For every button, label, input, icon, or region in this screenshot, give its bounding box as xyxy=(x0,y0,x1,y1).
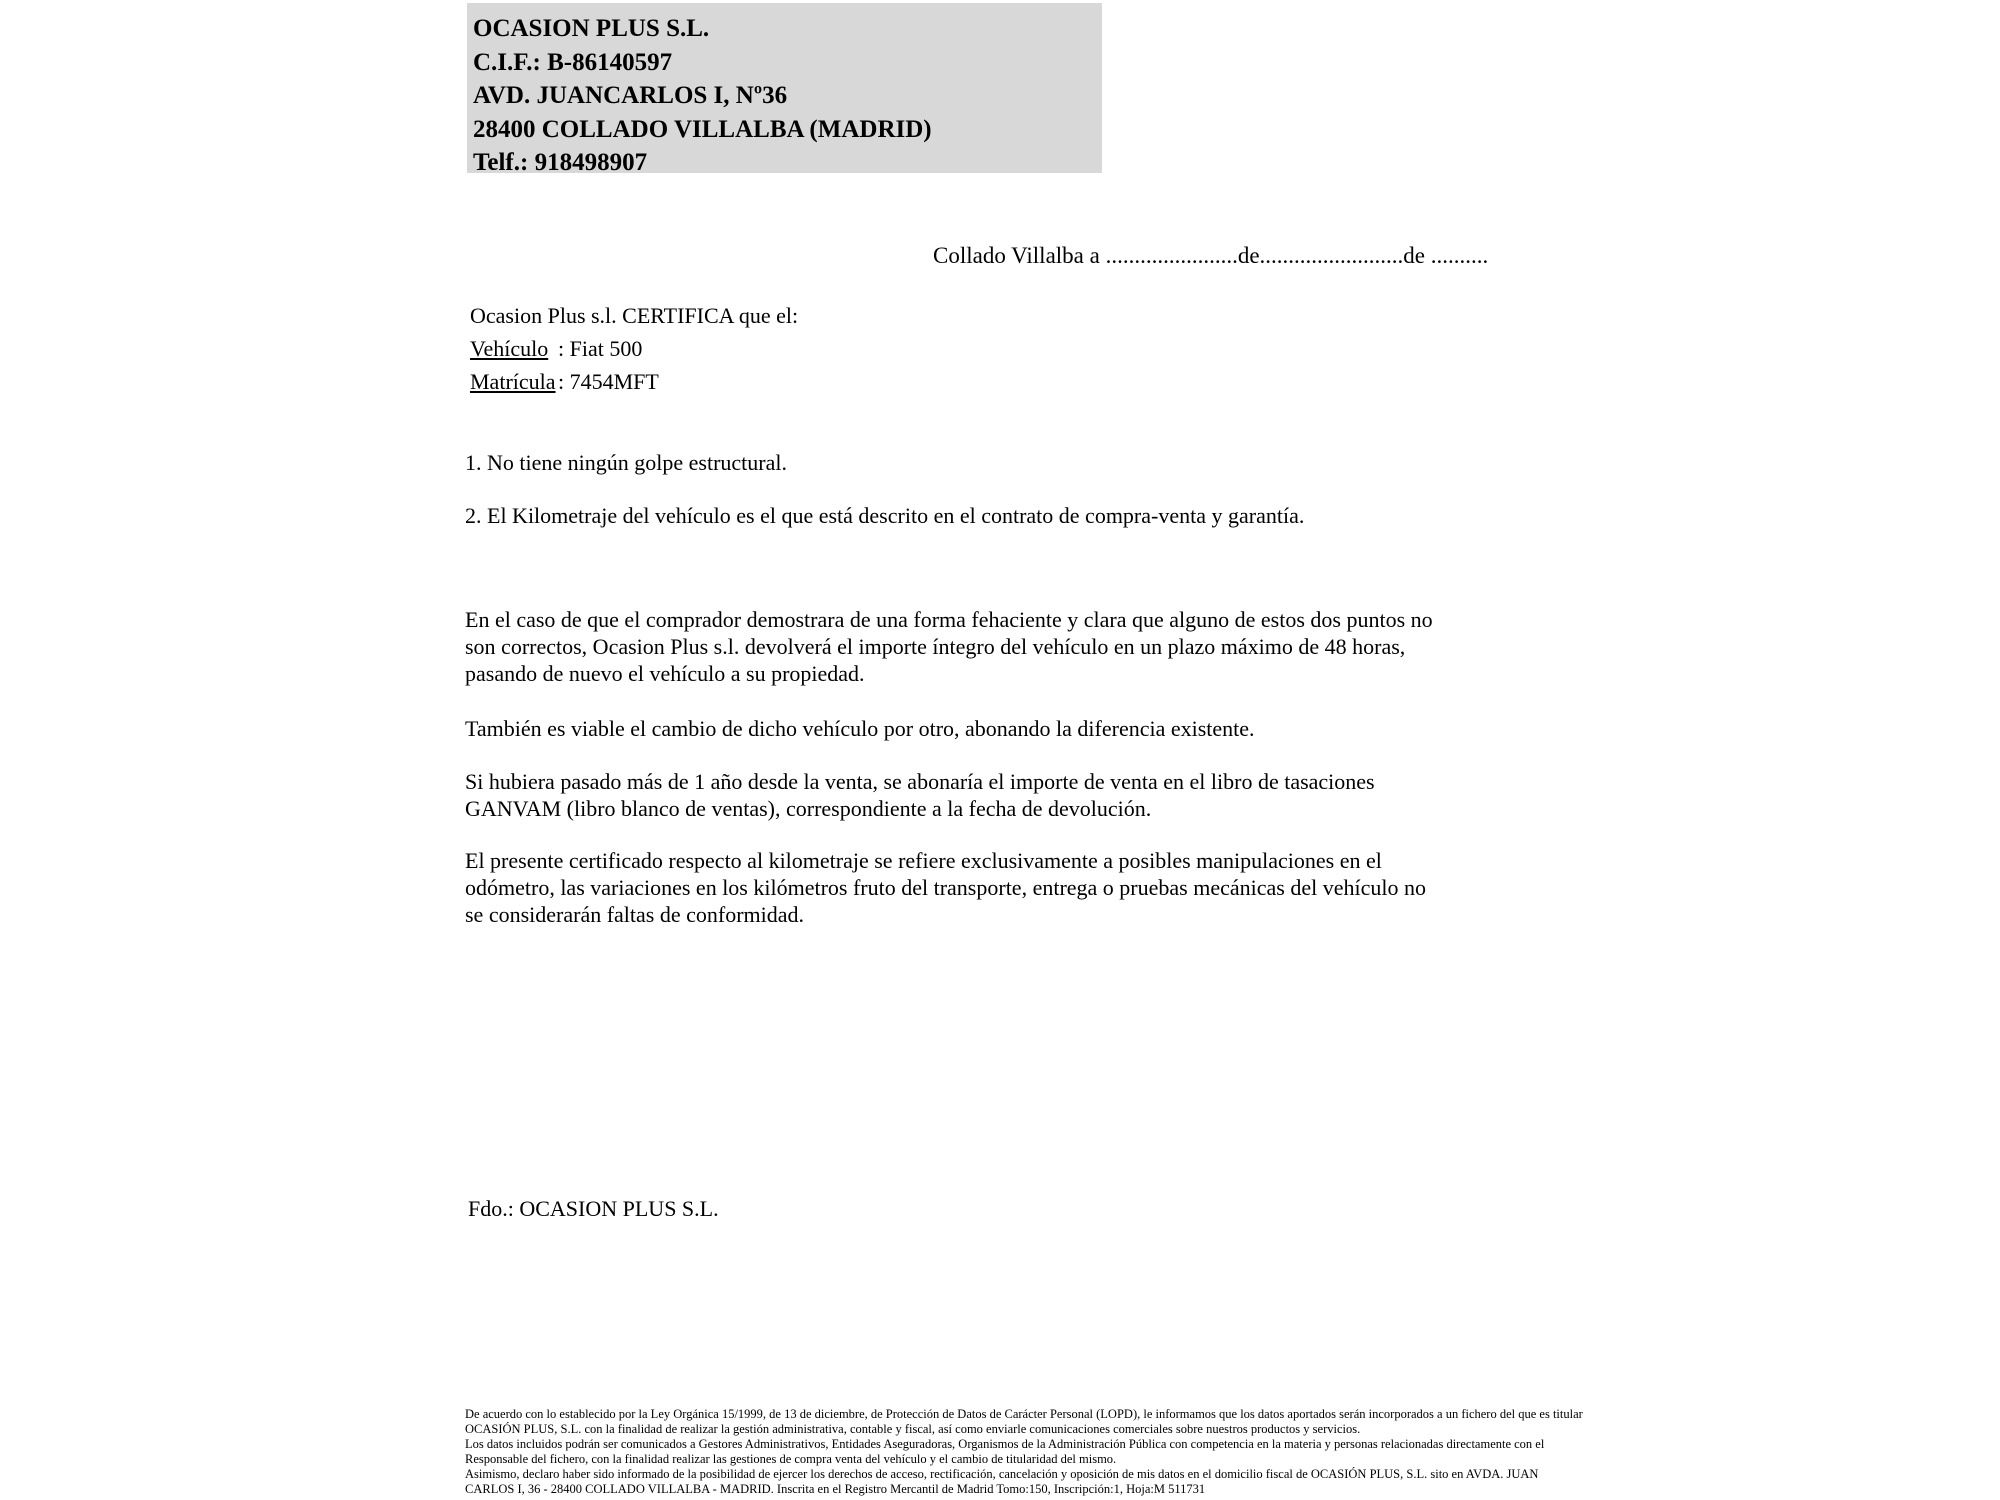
paragraph-odometer-line: El presente certificado respecto al kilometraje se refiere exclusivamente a posibles manipulaciones en el xyxy=(465,848,1382,873)
plate-row xyxy=(470,365,798,398)
vehicle-value: : Fiat 500 xyxy=(558,336,643,361)
company-cif: C.I.F.: B-86140597 xyxy=(473,48,673,76)
paragraph-guarantee-line: En el caso de que el comprador demostrara de una forma fehaciente y clara que alguno de estos dos puntos no xyxy=(465,607,1433,632)
paragraph-valuation-line: GANVAM (libro blanco de ventas), correspondiente a la fecha de devolución. xyxy=(465,796,1152,821)
plate-value: : 7454MFT xyxy=(558,369,659,394)
company-city: 28400 COLLADO VILLALBA (MADRID) xyxy=(473,115,932,143)
certificate-intro xyxy=(470,299,798,332)
paragraph-odometer-line: se considerarán faltas de conformidad. xyxy=(465,902,805,927)
paragraph-guarantee-line: pasando de nuevo el vehículo a su propiedad. xyxy=(465,661,865,686)
company-name: OCASION PLUS S.L. xyxy=(473,15,710,42)
legal-footer-line: Los datos incluidos podrán ser comunicados a Gestores Administrativos, Entidades Aseguradoras, Organismos de la Administración Pública con competencia en la materia y personas relacionadas directamente con el xyxy=(465,1436,1545,1451)
legal-footer-line: OCASIÓN PLUS, S.L. con la finalidad de realizar la gestión administrativa, contable y fiscal, así como enviarle comunicaciones comerciales sobre nuestros productos y servicios. xyxy=(465,1421,1361,1436)
paragraph-valuation-line: Si hubiera pasado más de 1 año desde la venta, se abonaría el importe de venta en el libro de tasaciones xyxy=(465,769,1375,794)
vehicle-row xyxy=(470,332,798,365)
point-1: 1. No tiene ningún golpe estructural. xyxy=(465,450,787,475)
date-line: Collado Villalba a .......................de.........................de .......... xyxy=(933,243,1489,268)
legal-footer-line: CARLOS I, 36 - 28400 COLLADO VILLALBA - MADRID. Inscrita en el Registro Mercantil de Madrid Tomo:150, Inscripción:1, Hoja:M 511731 xyxy=(465,1481,1206,1496)
paragraph-guarantee-line: son correctos, Ocasion Plus s.l. devolverá el importe íntegro del vehículo en un plazo máximo de 48 horas, xyxy=(465,634,1406,659)
signature-line: Fdo.: OCASION PLUS S.L. xyxy=(468,1196,719,1221)
certificate-block xyxy=(470,299,798,398)
legal-footer xyxy=(465,1407,1583,1496)
paragraph-exchange xyxy=(465,715,1255,742)
plate-label-wrap xyxy=(470,365,558,398)
paragraph-odometer xyxy=(465,847,1426,928)
paragraph-guarantee xyxy=(465,606,1433,687)
legal-footer-line: De acuerdo con lo establecido por la Ley Orgánica 15/1999, de 13 de diciembre, de Protección de Datos de Carácter Personal (LOPD), le informamos que los datos aportados serán incorporados a un fichero del que es titular xyxy=(465,1407,1583,1421)
certificate-intro-text: Ocasion Plus s.l. CERTIFICA que el: xyxy=(470,303,799,328)
vehicle-label: Vehículo xyxy=(470,336,549,361)
vehicle-label-wrap xyxy=(470,332,558,365)
point-2: 2. El Kilometraje del vehículo es el que está descrito en el contrato de compra-venta y garantía. xyxy=(465,503,1305,528)
paragraph-odometer-line: odómetro, las variaciones en los kilómetros fruto del transporte, entrega o pruebas mecánicas del vehículo no xyxy=(465,875,1426,900)
company-address: AVD. JUANCARLOS I, Nº36 xyxy=(473,82,788,109)
company-phone: Telf.: 918498907 xyxy=(473,149,648,176)
plate-label: Matrícula xyxy=(470,369,556,394)
company-header-box xyxy=(467,3,1102,176)
legal-footer-line: Asimismo, declaro haber sido informado de la posibilidad de ejercer los derechos de acceso, rectificación, cancelación y oposición de mis datos en el domicilio fiscal de OCASIÓN PLUS, S.L. sito en AVDA. JUAN xyxy=(465,1466,1539,1481)
paragraph-exchange-line: También es viable el cambio de dicho vehículo por otro, abonando la diferencia existente. xyxy=(465,716,1255,741)
paragraph-valuation xyxy=(465,768,1375,822)
legal-footer-line: Responsable del fichero, con la finalidad realizar las gestiones de compra venta del vehículo y el cambio de titularidad del mismo. xyxy=(465,1451,1117,1466)
